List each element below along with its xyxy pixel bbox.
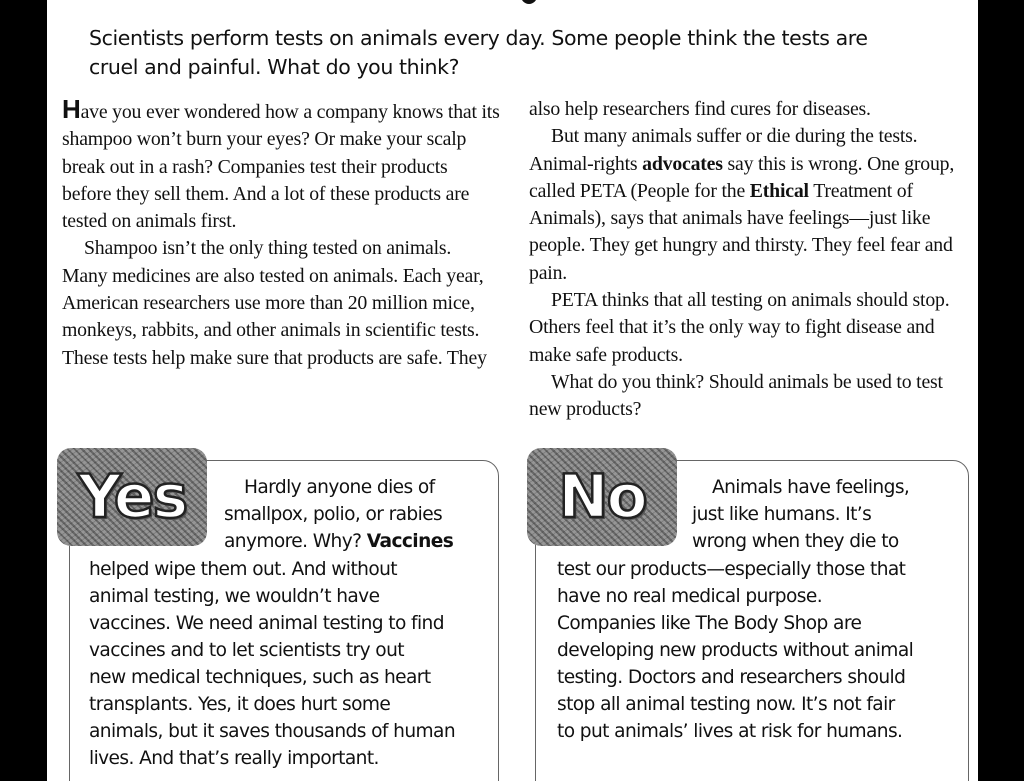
intro-question [89,24,919,82]
page-top-mark [521,0,537,4]
no-line: test our products—especially those that [557,559,906,580]
yes-line [224,528,453,555]
no-line: testing. Doctors and researchers should [557,667,906,688]
no-line: to put animals’ lives at risk for humans. [557,721,903,742]
article-paragraph-continued: also help researchers find cures for diseases. [529,98,871,120]
vocab-word-advocates: advocates [642,152,723,175]
no-line: developing new products without animal [557,640,914,661]
article-left-column [62,96,500,372]
yes-line: helped wipe them out. And without [89,559,397,580]
drop-cap: H [62,94,81,124]
yes-line: Hardly anyone dies of [244,477,435,498]
article-paragraph-3 [529,123,969,287]
no-line: Animals have feelings, [712,477,910,498]
yes-badge [57,448,207,546]
no-line: stop all animal testing now. It’s not fair [557,694,895,715]
yes-line: animal testing, we wouldn’t have [89,586,380,607]
article-paragraph-1 [62,96,500,235]
yes-line: animals, but it saves thousands of human [89,721,455,742]
yes-line: transplants. Yes, it does hurt some [89,694,391,715]
no-line: have no real medical purpose. [557,586,823,607]
yes-line: new medical techniques, such as heart [89,667,431,688]
no-line: wrong when they die to [692,531,899,552]
article-right-column [529,96,969,424]
vocab-word-ethical: Ethical [749,179,809,202]
yes-badge-label: Yes [77,462,187,532]
text-run: But many animals suffer or die during the tests. Animal-rights [529,125,918,175]
article-paragraph-1-text: ave you ever wondered how a company knows that its shampoo won’t burn your eyes? Or make your scalp break out in a rash? Companies test their products before they sell them. And a lot of these products are tested on animals first. [62,101,500,233]
article-paragraph-2: Shampoo isn’t the only thing tested on animals. Many medicines are also tested on animals. Each year, American researchers use more than 20 million mice, monkeys, rabbits, and other animals in scientific tests. These tests help make sure that products are safe. They [62,237,487,369]
no-line: just like humans. It’s [692,504,872,525]
yes-line: vaccines. We need animal testing to find [89,613,444,634]
text-run: say this is wrong. One group, called PETA (People for the [529,152,955,202]
no-badge-label: No [558,462,646,532]
yes-line: vaccines and to let scientists try out [89,640,404,661]
yes-line: lives. And that’s really important. [89,748,379,769]
vocab-word-vaccines: Vaccines [366,531,454,552]
yes-line: smallpox, polio, or rabies [224,504,443,525]
worksheet-page [47,0,978,781]
text-run: Treatment of Animals), says that animals have feelings—just like people. They get hungry and thirsty. They feel fear and pain. [529,179,953,284]
text-run: anymore. Why? [224,531,367,552]
no-line: Companies like The Body Shop are [557,613,862,634]
article-paragraph-5: What do you think? Should animals be used to test new products? [529,370,943,421]
article-paragraph-4: PETA thinks that all testing on animals should stop. Others feel that it’s the only way to fight disease and make safe products. [529,289,950,366]
no-badge [527,448,677,546]
intro-line-1: Scientists perform tests on animals every day. Some people think the tests are [89,26,868,50]
intro-line-2: cruel and painful. What do you think? [89,55,460,79]
